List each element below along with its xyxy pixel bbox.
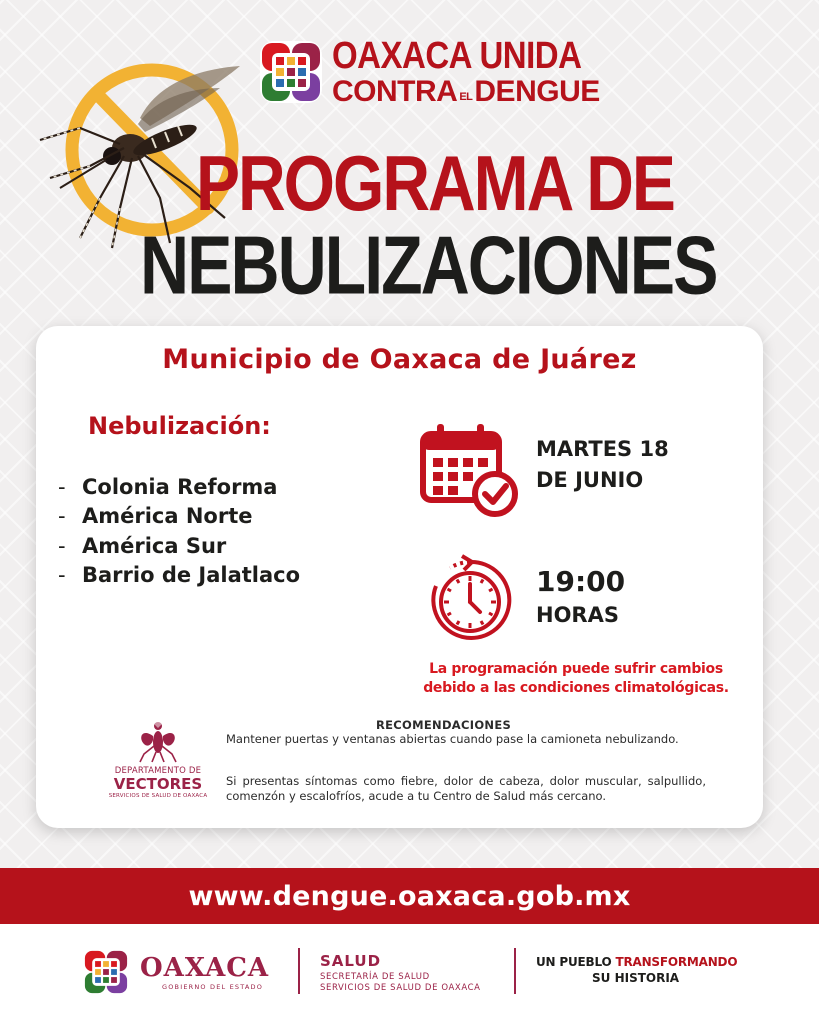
- oaxaca-wordmark: OAXACA: [140, 953, 270, 983]
- note-line2: debido a las condiciones climatológicas.: [423, 680, 729, 696]
- date-line2: DE JUNIO: [536, 468, 644, 492]
- note-line1: La programación puede sufrir cambios: [429, 661, 723, 677]
- nebulizacion-heading: Nebulización:: [88, 412, 271, 440]
- vectores-logo: [106, 718, 210, 799]
- campaign-brand: [258, 33, 600, 108]
- time-value: 19:00: [536, 565, 626, 598]
- recomendacion-2: Si presentas síntomas como fiebre, dolor de cabeza, dolor muscular, salpullido, comenzón y escalofríos, acude a tu Centro de Salud más cercano.: [226, 774, 706, 803]
- brand-dengue: DENGUE: [474, 75, 600, 108]
- slogan-b: TRANSFORMANDO: [615, 955, 738, 969]
- list-item: - América Norte: [58, 504, 253, 529]
- brand-contra: CONTRA: [332, 75, 458, 108]
- salud-wordmark: SALUD: [320, 952, 382, 970]
- servicios-line: SERVICIOS DE SALUD DE OAXACA: [320, 983, 481, 993]
- date-label: [536, 434, 669, 496]
- vectores-name: VECTORES: [113, 775, 203, 793]
- title-nebulizaciones: NEBULIZACIONES: [140, 219, 717, 312]
- slogan-line2: SU HISTORIA: [592, 971, 680, 985]
- colonia-name: Colonia Reforma: [82, 474, 278, 499]
- slogan-a: UN PUEBLO: [536, 955, 616, 969]
- list-item: - América Sur: [58, 533, 227, 558]
- vectores-org: SERVICIOS DE SALUD DE OAXACA: [108, 793, 208, 799]
- brand-el: EL: [459, 91, 473, 103]
- colonias-list: [58, 472, 300, 590]
- secretaria-label: [320, 972, 481, 994]
- colonia-name: Barrio de Jalatlaco: [82, 563, 301, 588]
- colonia-name: América Norte: [82, 504, 253, 529]
- list-item: - Barrio de Jalatlaco: [58, 563, 301, 588]
- clock-icon: [426, 552, 514, 644]
- footer-divider: [514, 948, 516, 994]
- brand-line2: [332, 77, 600, 107]
- info-card: [36, 326, 763, 828]
- colonia-name: América Sur: [82, 533, 227, 558]
- municipio-heading: Municipio de Oaxaca de Juárez: [162, 344, 637, 375]
- oaxaca-guelaguetza-logo-icon: [82, 948, 130, 996]
- footer-logos: [0, 924, 819, 1024]
- schedule-note: [416, 660, 736, 698]
- brand-line1: OAXACA UNIDA: [332, 33, 582, 77]
- website-url: www.dengue.oaxaca.gob.mx: [188, 880, 631, 912]
- recomendaciones-heading: RECOMENDACIONES: [376, 718, 512, 732]
- footer-divider: [298, 948, 300, 994]
- date-line1: MARTES 18: [536, 437, 669, 461]
- brand-wordmark: [332, 33, 600, 108]
- list-item: - Colonia Reforma: [58, 474, 278, 499]
- vectores-dept: DEPARTAMENTO DE: [114, 766, 202, 776]
- title-programa: PROGRAMA DE: [196, 139, 674, 227]
- recomendacion-1: Mantener puertas y ventanas abiertas cuando pase la camioneta nebulizando.: [226, 732, 679, 746]
- secretaria-line: SECRETARÍA DE SALUD: [320, 972, 430, 982]
- calendar-check-icon: [419, 422, 519, 518]
- time-unit: HORAS: [536, 603, 619, 627]
- url-banner: [0, 868, 819, 924]
- time-label: [536, 566, 625, 632]
- gobierno-label: GOBIERNO DEL ESTADO: [162, 983, 264, 991]
- mosquito-emblem-icon: [136, 718, 180, 764]
- slogan-line1: [536, 955, 737, 969]
- oaxaca-guelaguetza-logo-icon: [258, 39, 324, 105]
